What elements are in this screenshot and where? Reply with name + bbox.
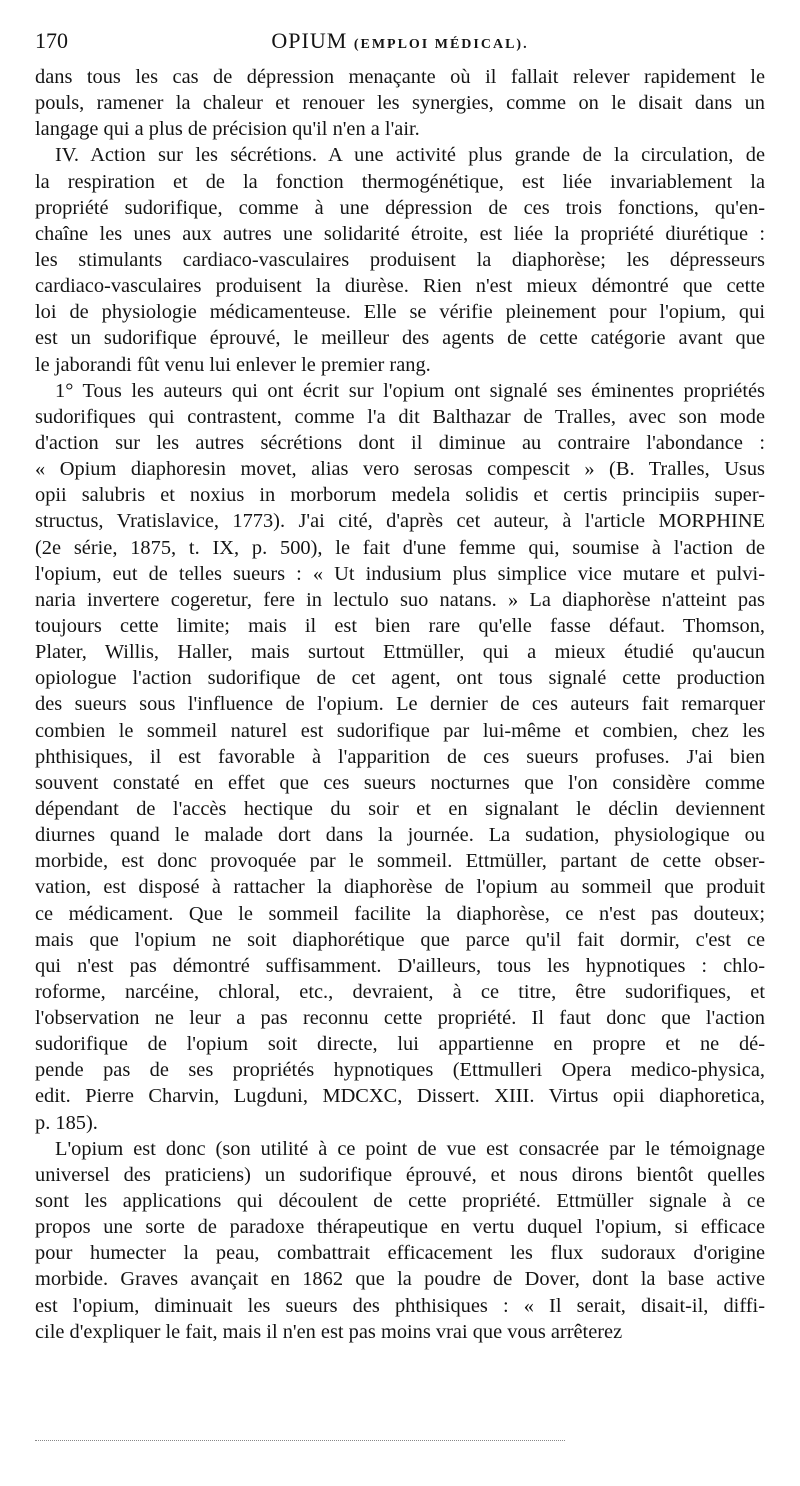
text-line: (2e série, 1875, t. IX, p. 500), le fait d'une femme qui, soumise à l'action de bbox=[35, 536, 765, 559]
text-line: qui n'est pas démontré suffisamment. D'ailleurs, tous les hypnotiques : chlo- bbox=[35, 954, 765, 977]
text-line: structus, Vratislavice, 1773). J'ai cité, d'après cet auteur, à l'article MORPHINE bbox=[35, 510, 765, 533]
text-line: L'opium est donc (son utilité à ce point de vue est consacrée par le témoignage bbox=[55, 1137, 765, 1160]
running-head-subtitle: (EMPLOI MÉDICAL). bbox=[353, 37, 529, 52]
page-number: 170 bbox=[35, 28, 68, 53]
text-line: roforme, narcéine, chloral, etc., devraient, à ce titre, être sudorifiques, et bbox=[35, 980, 765, 1003]
text-line: naria invertere cogeretur, fere in lectulo suo natans. » La diaphorèse n'atteint pas bbox=[35, 588, 765, 611]
text-line: « Opium diaphoresin movet, alias vero serosas compescit » (B. Tralles, Usus bbox=[35, 458, 765, 481]
running-head-title: OPIUM bbox=[271, 28, 348, 53]
text-line: universel des praticiens) un sudorifique éprouvé, et nous dirons bientôt quelles bbox=[35, 1163, 765, 1186]
text-line: opii salubris et noxius in morborum medela solidis et certis principiis super- bbox=[35, 484, 765, 507]
text-line: des sueurs sous l'influence de l'opium. Le dernier de ces auteurs fait remarquer bbox=[35, 693, 765, 716]
text-line: p. 185). bbox=[35, 1111, 98, 1134]
text-line: vation, est disposé à rattacher la diaphorèse de l'opium au sommeil que produit bbox=[35, 876, 765, 899]
text-line: morbide, est donc provoquée par le sommeil. Ettmüller, partant de cette obser- bbox=[35, 850, 765, 873]
text-line: langage qui a plus de précision qu'il n'en a l'air. bbox=[35, 118, 420, 141]
footer-rule bbox=[35, 1440, 565, 1441]
text-line: pende pas de ses propriétés hypnotiques (Ettmulleri Opera medico-physica, bbox=[35, 1059, 765, 1082]
text-line: ce médicament. Que le sommeil facilite la diaphorèse, ce n'est pas douteux; bbox=[35, 902, 765, 925]
text-line: la respiration et de la fonction thermogénétique, est liée invariablement la bbox=[35, 170, 765, 193]
text-line: chaîne les unes aux autres une solidarité étroite, est liée la propriété diurétique : bbox=[35, 222, 765, 245]
text-line: est l'opium, diminuait les sueurs des phthisiques : « Il serait, disait-il, diffi- bbox=[35, 1294, 765, 1317]
text-line: propriété sudorifique, comme à une dépression de ces trois fonctions, qu'en- bbox=[35, 196, 765, 219]
text-line: opiologue l'action sudorifique de cet agent, ont tous signalé cette production bbox=[35, 667, 765, 690]
text-line: dépendant de l'accès hectique du soir et en signalant le déclin deviennent bbox=[35, 797, 765, 820]
text-line: morbide. Graves avançait en 1862 que la poudre de Dover, dont la base active bbox=[35, 1268, 765, 1291]
running-head bbox=[35, 28, 765, 54]
text-line: le jaborandi fût venu lui enlever le premier rang. bbox=[35, 353, 431, 376]
text-line: l'observation ne leur a pas reconnu cette propriété. Il faut donc que l'action bbox=[35, 1007, 765, 1030]
text-line: pouls, ramener la chaleur et renouer les synergies, comme on le disait dans un bbox=[35, 92, 765, 115]
text-line: sudorifiques qui contrastent, comme l'a dit Balthazar de Tralles, avec son mode bbox=[35, 405, 765, 428]
text-line: combien le sommeil naturel est sudorifique par lui-même et combien, chez les bbox=[35, 719, 765, 742]
text-line: les stimulants cardiaco-vasculaires produisent la diaphorèse; les dépresseurs bbox=[35, 248, 765, 271]
text-line: IV. Action sur les sécrétions. A une activité plus grande de la circulation, de bbox=[55, 144, 765, 167]
text-line: edit. Pierre Charvin, Lugduni, MDCXC, Dissert. XIII. Virtus opii diaphoretica, bbox=[35, 1085, 765, 1108]
text-line: toujours cette limite; mais il est bien rare qu'elle fasse défaut. Thomson, bbox=[35, 614, 765, 637]
text-line: l'opium, eut de telles sueurs : « Ut indusium plus simplice vice mutare et pulvi- bbox=[35, 562, 765, 585]
text-line: pour humecter la peau, combattrait efficacement les flux sudoraux d'origine bbox=[35, 1242, 765, 1265]
page-header bbox=[35, 28, 765, 58]
text-line: d'action sur les autres sécrétions dont il diminue au contraire l'abondance : bbox=[35, 431, 765, 454]
text-line: mais que l'opium ne soit diaphorétique que parce qu'il fait dormir, c'est ce bbox=[35, 928, 765, 951]
text-line: loi de physiologie médicamenteuse. Elle se vérifie pleinement pour l'opium, qui bbox=[35, 301, 765, 324]
text-line: est un sudorifique éprouvé, le meilleur des agents de cette catégorie avant que bbox=[35, 327, 765, 350]
text-line: cile d'expliquer le fait, mais il n'en est pas moins vrai que vous arrêterez bbox=[35, 1320, 623, 1343]
text-line: phthisiques, il est favorable à l'apparition de ces sueurs profuses. J'ai bien bbox=[35, 745, 765, 768]
text-line: souvent constaté en effet que ces sueurs nocturnes que l'on considère comme bbox=[35, 771, 765, 794]
text-line: Plater, Willis, Haller, mais surtout Ettmüller, qui a mieux étudié qu'aucun bbox=[35, 641, 765, 664]
text-line: 1° Tous les auteurs qui ont écrit sur l'opium ont signalé ses éminentes propriétés bbox=[55, 379, 765, 402]
text-line: propos une sorte de paradoxe thérapeutique en vertu duquel l'opium, si efficace bbox=[35, 1216, 765, 1239]
text-line: sont les applications qui découlent de cette propriété. Ettmüller signale à ce bbox=[35, 1190, 765, 1213]
text-line: cardiaco-vasculaires produisent la diurèse. Rien n'est mieux démontré que cette bbox=[35, 275, 765, 298]
body-text bbox=[35, 64, 765, 1345]
text-line: dans tous les cas de dépression menaçante où il fallait relever rapidement le bbox=[35, 66, 765, 88]
text-line: sudorifique de l'opium soit directe, lui appartienne en propre et ne dé- bbox=[35, 1033, 765, 1056]
text-line: diurnes quand le malade dort dans la journée. La sudation, physiologique ou bbox=[35, 824, 765, 847]
